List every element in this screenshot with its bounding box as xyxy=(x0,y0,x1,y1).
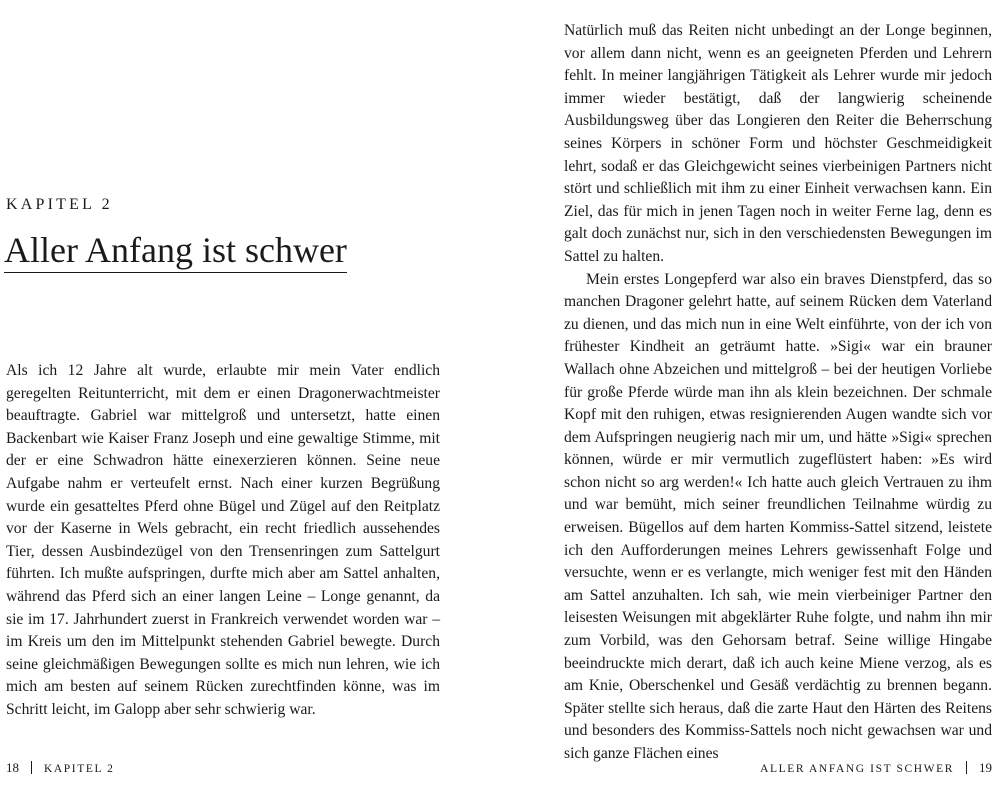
paragraph: Natürlich muß das Reiten nicht unbedingt an der Longe beginnen, vor allem dann nicht, wenn es an geeigneten Pferden und Lehrern fehlt. In meiner langjährigen Tätigkeit als Lehrer wurde mir jedoch immer wieder bestätigt, daß der langwierig scheinende Ausbildungsweg über das Longieren den Reiter die Beherrschung seines Körpers in schöner Form und höchster Geschmeidigkeit lehrt, sodaß er das Gleichgewicht seines vierbeinigen Partners nicht stört und schließlich mit ihm zu einer Einheit verwachsen kann. Ein Ziel, das für mich in jenen Tagen noch in weiter Ferne lag, denn es galt doch zunächst nur, sich in den verschiedensten Bewegungen im Sattel zu halten. xyxy=(564,22,992,265)
left-body-text xyxy=(6,360,440,722)
page-number: 18 xyxy=(6,760,19,775)
running-head: KAPITEL 2 xyxy=(44,763,115,775)
left-footer xyxy=(6,760,115,776)
page-number: 19 xyxy=(979,760,992,775)
footer-divider xyxy=(966,761,967,774)
running-head: ALLER ANFANG IST SCHWER xyxy=(760,763,954,775)
paragraph: Mein erstes Longepferd war also ein braves Dienstpferd, das so manchen Dragoner gelehrt hatte, auf seinem Rücken dem Vaterland zu dienen, und das mich nun in eine Welt einführte, von der ich von frühester Kindheit an geträumt hatte. »Sigi« war ein brauner Wallach ohne Abzeichen und mittelgroß – bei der heutigen Vorliebe für große Pferde würde man ihn als klein bezeichnen. Der schmale Kopf mit den ruhigen, etwas resignierenden Augen wandte sich vor dem Aufspringen neugierig nach mir um, und hätte »Sigi« sprechen können, würde er mir vermutlich zugeflüstert haben: »Es wird schon nicht so arg werden!« Ich hatte auch gleich Vertrauen zu ihm und war bemüht, mich seiner freundlichen Teilnahme würdig zu erweisen. Bügellos auf dem harten Kommiss-Sattel sitzend, leistete ich den Aufforderungen meines Lehrers gewissenhaft Folge und versuchte, wenn er es verlangte, mich weniger fest mit den Händen am Sattel anzuhalten. Ich sah, wie mein vierbeiniger Partner den leisesten Weisungen mit abgeklärter Ruhe folgte, und nahm ihn mir zum Vorbild, was den Gehorsam betraf. Seine willige Hingabe beeindruckte mich derart, daß ich auch keine Miene verzog, als es am Knie, Oberschenkel und Gesäß verdächtig zu brennen begann. Später stellte sich heraus, daß die zarte Haut den Härten des Reitens und besonders des Kommiss-Sattels noch nicht gewachsen war und sich ganze Flächen eines xyxy=(564,270,992,762)
right-body-text xyxy=(564,20,992,766)
chapter-label: KAPITEL 2 xyxy=(6,196,113,213)
footer-divider xyxy=(31,761,32,774)
right-footer xyxy=(760,760,992,776)
paragraph: Als ich 12 Jahre alt wurde, erlaubte mir mein Vater endlich geregelten Reitunterricht, mit dem er einen Dragonerwachtmeister beauftragte. Gabriel war mittelgroß und untersetzt, hatte einen Backenbart wie Kaiser Franz Joseph und eine gewaltige Stimme, mit der er eine Schwadron hätte einexerzieren können. Seine neue Aufgabe nahm er verteufelt ernst. Nach einer kurzen Begrüßung wurde ein gesatteltes Pferd ohne Bügel und Zügel auf den Reitplatz vor der Kaserne in Wels gebracht, ein recht friedlich aussehendes Tier, dessen Ausbindezügel von den Trensenringen zum Sattelgurt führten. Ich mußte aufspringen, durfte mich aber am Sattel anhalten, während das Pferd sich an einer langen Leine – Longe genannt, da sie im 17. Jahrhundert zuerst in Frankreich verwendet worden war – im Kreis um den im Mittelpunkt stehenden Gabriel bewegte. Durch seine gleichmäßigen Bewegungen sollte es mich nun lehren, wie ich mich am besten auf seinem Rücken zurechtfinden könne, was im Schritt leicht, im Galopp aber sehr schwierig war. xyxy=(6,362,440,718)
right-page xyxy=(500,0,1000,800)
chapter-title: Aller Anfang ist schwer xyxy=(4,230,347,273)
